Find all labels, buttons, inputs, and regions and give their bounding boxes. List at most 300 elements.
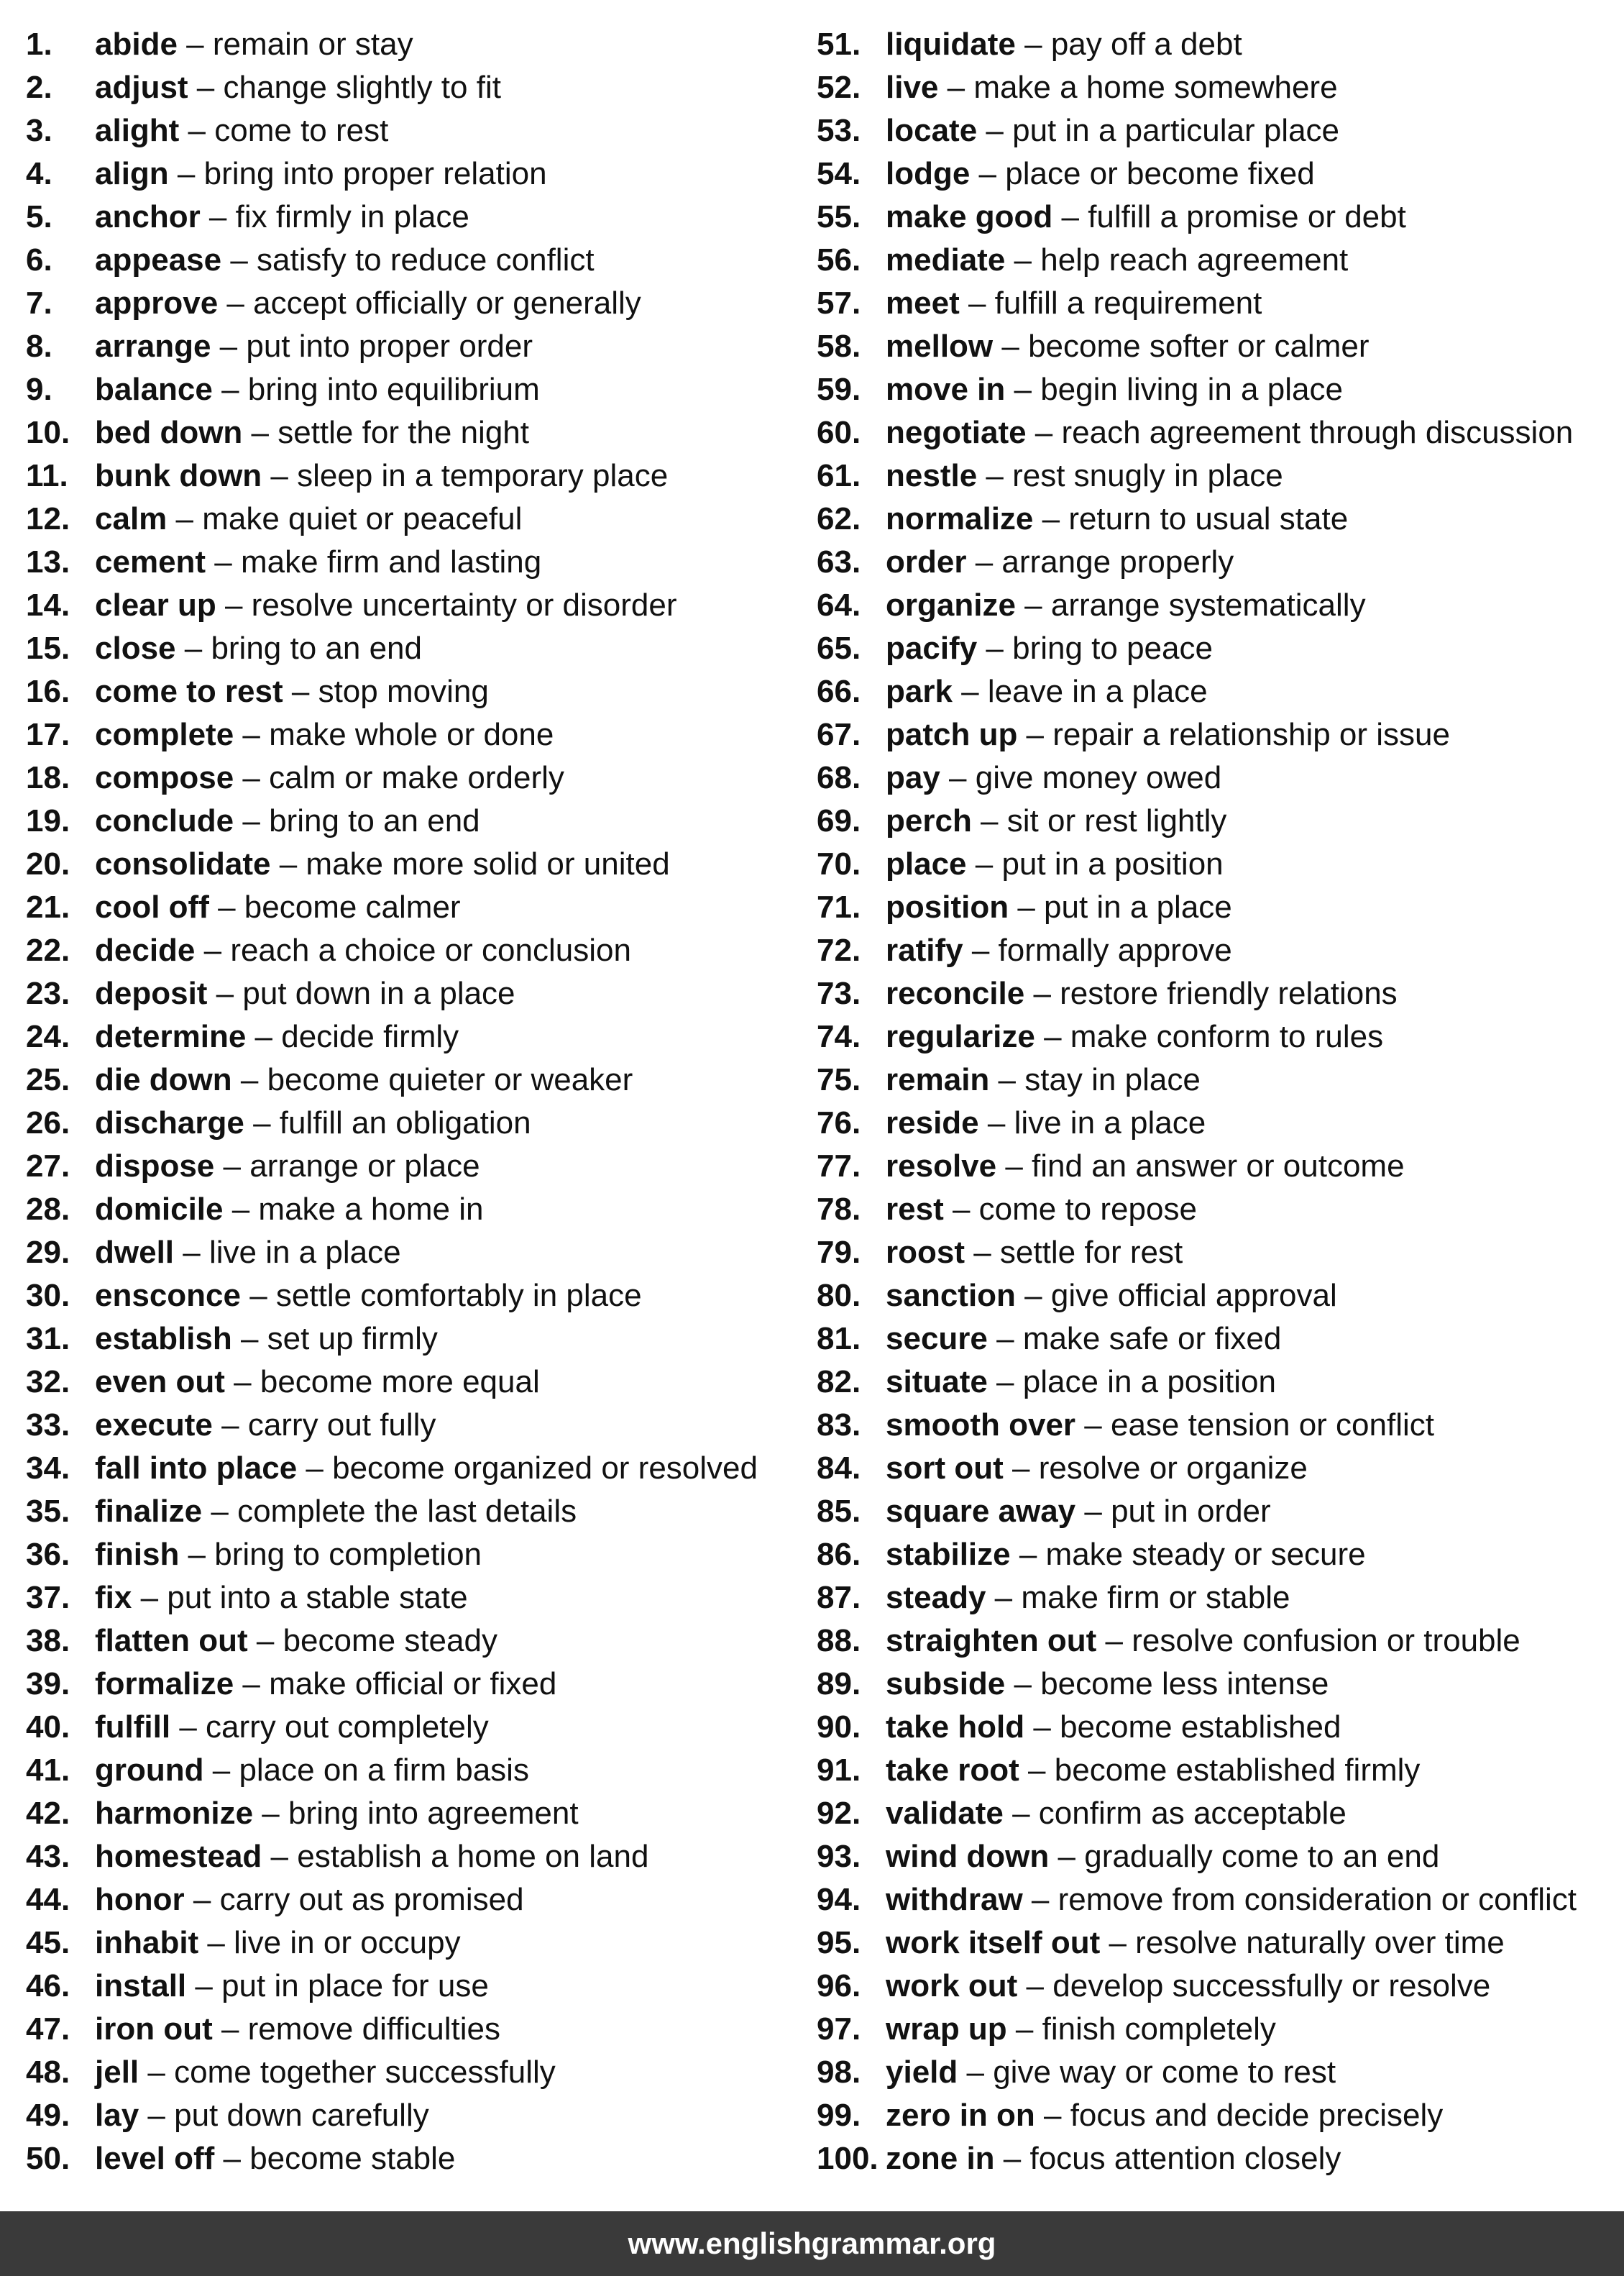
list-item-number: 53. (817, 113, 861, 148)
list-item-definition: fulfill a promise or debt (1088, 199, 1406, 234)
list-item-dash: – (959, 285, 995, 321)
list-item-text (95, 1102, 531, 1145)
list-item-number: 86. (817, 1537, 861, 1572)
list-item-definition: make safe or fixed (1022, 1321, 1282, 1356)
list-item-definition: put in place for use (221, 1968, 489, 2003)
list-item-number: 98. (817, 2055, 861, 2090)
list-item-text (886, 23, 1242, 66)
list-item-definition: restore friendly relations (1060, 976, 1398, 1011)
list-item-word: wind down (886, 1839, 1050, 1874)
list-item-text (95, 1835, 648, 1878)
list-item-text (95, 1447, 758, 1490)
list-item-word: approve (95, 285, 219, 321)
list-item-definition: bring into equilibrium (247, 372, 540, 407)
list-item-text (886, 1188, 1197, 1231)
list-item-word: normalize (886, 501, 1034, 536)
list-item-number: 99. (817, 2098, 861, 2133)
list-item-word: validate (886, 1796, 1004, 1831)
list-item-dash: – (175, 631, 211, 666)
word-list (0, 23, 1624, 2179)
list-item-number: 8. (26, 329, 52, 364)
list-item-text (886, 2137, 1341, 2180)
list-item-text (886, 1102, 1206, 1145)
list-item-dash: – (1075, 1494, 1111, 1529)
list-item-definition: decide firmly (281, 1019, 459, 1054)
list-item-definition: fulfill an obligation (279, 1105, 531, 1141)
list-item-text (95, 929, 631, 972)
list-item-definition: complete the last details (237, 1494, 577, 1529)
list-item-number: 100. (817, 2141, 878, 2176)
list-item-text (886, 325, 1369, 368)
list-item-word: patch up (886, 717, 1018, 752)
list-item-definition: leave in a place (987, 674, 1208, 709)
list-item-text (886, 1145, 1405, 1188)
list-item-definition: come to rest (214, 113, 389, 148)
list-item-dash: – (186, 1968, 222, 2003)
list-item-number: 27. (26, 1148, 70, 1184)
list-item-definition: become more equal (260, 1364, 540, 1399)
list-item-word: execute (95, 1407, 213, 1443)
list-item-number: 67. (817, 717, 861, 752)
list-item-number: 32. (26, 1364, 70, 1399)
list-item-text (95, 23, 413, 66)
list-item-number: 71. (817, 890, 861, 925)
list-item-word: formalize (95, 1666, 234, 1701)
list-item-word: remain (886, 1062, 990, 1097)
list-item-word: meet (886, 285, 960, 321)
list-item-text (95, 2008, 500, 2051)
list-item-dash: – (212, 372, 248, 407)
list-item-text (886, 800, 1226, 843)
list-item-definition: carry out completely (206, 1709, 489, 1745)
list-item-dash: – (253, 1796, 288, 1831)
list-item-dash: – (1017, 1968, 1053, 2003)
list-item-definition: bring to peace (1012, 631, 1213, 666)
list-item-word: roost (886, 1235, 965, 1270)
list-item-number: 61. (817, 458, 861, 493)
list-item-dash: – (195, 933, 231, 968)
list-item-word: alight (95, 113, 180, 148)
list-item-dash: – (1052, 199, 1088, 234)
list-item-dash: – (963, 933, 999, 968)
list-item-word: ensconce (95, 1278, 241, 1313)
list-item-word: zero in on (886, 2098, 1035, 2133)
list-item-word: balance (95, 372, 213, 407)
list-item-number: 80. (817, 1278, 861, 1313)
list-item-dash: – (1003, 1450, 1039, 1486)
list-item-definition: bring to an end (211, 631, 422, 666)
list-item-definition: place in a position (1022, 1364, 1276, 1399)
list-item-word: work itself out (886, 1925, 1101, 1960)
list-item-definition: live in or occupy (234, 1925, 461, 1960)
list-item-definition: settle comfortably in place (275, 1278, 642, 1313)
list-item-word: locate (886, 113, 978, 148)
list-item-word: complete (95, 717, 234, 752)
list-item-text (886, 196, 1406, 239)
list-item-text (886, 1965, 1490, 2008)
list-item-dash: – (940, 760, 976, 795)
list-item-dash: – (1049, 1839, 1085, 1874)
list-item-word: level off (95, 2141, 215, 2176)
list-item-word: flatten out (95, 1623, 248, 1658)
list-item-word: straighten out (886, 1623, 1097, 1658)
list-item-dash: – (206, 544, 241, 580)
list-item-text (95, 196, 469, 239)
list-item-word: square away (886, 1494, 1076, 1529)
list-item-word: make good (886, 199, 1053, 234)
list-item-number: 66. (817, 674, 861, 709)
list-item-number: 85. (817, 1494, 861, 1529)
list-item-text (886, 1015, 1383, 1059)
list-item-dash: – (958, 2055, 994, 2090)
list-item-number: 40. (26, 1709, 70, 1745)
list-item-word: install (95, 1968, 187, 2003)
list-item-text (95, 1361, 540, 1404)
list-item-word: deposit (95, 976, 208, 1011)
list-item-word: inhabit (95, 1925, 199, 1960)
list-item-word: honor (95, 1882, 185, 1917)
list-item-word: harmonize (95, 1796, 254, 1831)
list-item-number: 60. (817, 415, 861, 450)
list-item-definition: become organized or resolved (332, 1450, 758, 1486)
list-item-number: 17. (26, 717, 70, 752)
list-item-number: 70. (817, 846, 861, 882)
list-item-definition: make firm and lasting (241, 544, 542, 580)
list-item-definition: remove from consideration or conflict (1058, 1882, 1577, 1917)
list-item-text (886, 2051, 1336, 2094)
list-item-word: dwell (95, 1235, 175, 1270)
list-item-number: 92. (817, 1796, 861, 1831)
list-item-text (95, 2051, 556, 2094)
list-item-text (95, 498, 522, 541)
list-item-definition: formally approve (998, 933, 1232, 968)
list-item-text (886, 454, 1283, 498)
list-item-word: dispose (95, 1148, 215, 1184)
list-item-word: live (886, 70, 939, 105)
list-item-number: 3. (26, 113, 52, 148)
list-item-number: 29. (26, 1235, 70, 1270)
list-item-text (886, 1361, 1276, 1404)
list-item-text (886, 2008, 1276, 2051)
list-item-number: 25. (26, 1062, 70, 1097)
list-item-dash: – (938, 70, 974, 105)
list-item-word: cool off (95, 890, 209, 925)
list-item-text (95, 1317, 438, 1361)
list-item-number: 65. (817, 631, 861, 666)
list-item-number: 50. (26, 2141, 70, 2176)
list-item-dash: – (989, 1062, 1025, 1097)
list-item-word: situate (886, 1364, 988, 1399)
list-item-dash: – (207, 976, 243, 1011)
list-item-dash: – (216, 588, 252, 623)
list-item-word: resolve (886, 1148, 997, 1184)
list-item-word: bed down (95, 415, 243, 450)
list-item-text (886, 1835, 1439, 1878)
list-item-number: 51. (817, 27, 861, 62)
list-item-definition: fix firmly in place (235, 199, 469, 234)
list-item-word: align (95, 156, 169, 191)
list-item-word: jell (95, 2055, 139, 2090)
list-item-dash: – (1096, 1623, 1132, 1658)
list-item-word: organize (886, 588, 1016, 623)
list-item-definition: remove difficulties (247, 2011, 500, 2047)
list-item-number: 83. (817, 1407, 861, 1443)
list-item-text (886, 1749, 1420, 1792)
list-item-number: 15. (26, 631, 70, 666)
list-item-number: 10. (26, 415, 70, 450)
list-item-dash: – (1015, 588, 1051, 623)
list-item-dash: – (952, 674, 988, 709)
list-item-definition: help reach agreement (1040, 242, 1349, 278)
list-item-definition: become established (1060, 1709, 1341, 1745)
list-item-dash: – (179, 113, 215, 148)
list-item-number: 49. (26, 2098, 70, 2133)
list-item-dash: – (966, 846, 1002, 882)
list-item-word: domicile (95, 1192, 224, 1227)
list-item-dash: – (218, 285, 254, 321)
list-item-definition: become calmer (244, 890, 461, 925)
list-item-dash: – (244, 1105, 280, 1141)
list-item-dash: – (1015, 27, 1051, 62)
list-item-text (886, 886, 1232, 929)
list-item-text (886, 1619, 1520, 1663)
list-item-text (95, 1188, 483, 1231)
list-item-text (95, 1404, 436, 1447)
list-item-word: finish (95, 1537, 180, 1572)
list-item-definition: reach a choice or conclusion (230, 933, 631, 968)
list-item-dash: – (977, 113, 1013, 148)
list-item-text (886, 627, 1213, 670)
list-item-text (886, 109, 1339, 152)
list-item-word: withdraw (886, 1882, 1023, 1917)
list-item-text (95, 1274, 642, 1317)
list-item-dash: – (184, 1882, 220, 1917)
list-item-number: 47. (26, 2011, 70, 2047)
list-item-dash: – (179, 1537, 215, 1572)
list-item-definition: resolve or organize (1038, 1450, 1308, 1486)
list-item-text (886, 1490, 1271, 1533)
list-item-number: 24. (26, 1019, 70, 1054)
list-item-dash: – (1033, 501, 1069, 536)
list-item-number: 64. (817, 588, 861, 623)
footer-bar (0, 2211, 1624, 2276)
list-item-number: 81. (817, 1321, 861, 1356)
list-item-text (95, 670, 489, 713)
list-item-dash: – (1010, 1537, 1046, 1572)
list-item-dash: – (214, 2141, 250, 2176)
list-item-text (886, 972, 1398, 1015)
list-item-number: 6. (26, 242, 52, 278)
list-item-dash: – (1019, 1752, 1055, 1788)
list-item-definition: return to usual state (1068, 501, 1349, 536)
list-item-dash: – (1009, 890, 1045, 925)
list-item-word: rest (886, 1192, 944, 1227)
list-item-number: 46. (26, 1968, 70, 2003)
list-item-word: reconcile (886, 976, 1025, 1011)
list-item-definition: make official or fixed (269, 1666, 557, 1701)
list-item-number: 42. (26, 1796, 70, 1831)
list-item-definition: arrange or place (249, 1148, 480, 1184)
list-item-number: 5. (26, 199, 52, 234)
list-item-word: close (95, 631, 176, 666)
list-item-number: 91. (817, 1752, 861, 1788)
list-item-definition: resolve naturally over time (1135, 1925, 1505, 1960)
list-item-text (95, 1663, 556, 1706)
list-item-definition: stop moving (318, 674, 489, 709)
list-item-word: take root (886, 1752, 1019, 1788)
list-item-definition: make more solid or united (306, 846, 670, 882)
list-item-text (886, 929, 1232, 972)
list-item-text (886, 1404, 1434, 1447)
list-item-definition: make steady or secure (1045, 1537, 1366, 1572)
list-item-number: 35. (26, 1494, 70, 1529)
list-item-text (886, 1792, 1347, 1835)
list-item-dash: – (234, 1666, 270, 1701)
list-item-dash: – (971, 803, 1007, 838)
list-item-word: consolidate (95, 846, 271, 882)
list-item-text (886, 1706, 1341, 1749)
list-item-definition: calm or make orderly (269, 760, 564, 795)
list-item-number: 55. (817, 199, 861, 234)
list-item-dash: – (208, 890, 244, 925)
list-item-definition: make quiet or peaceful (202, 501, 523, 536)
list-item-word: even out (95, 1364, 225, 1399)
list-item-text (95, 1792, 579, 1835)
list-item-number: 95. (817, 1925, 861, 1960)
list-item-word: work out (886, 1968, 1018, 2003)
list-item-definition: pay off a debt (1050, 27, 1242, 62)
list-item-text (95, 886, 461, 929)
list-item-dash: – (1015, 1278, 1051, 1313)
list-item-definition: make a home in (258, 1192, 484, 1227)
list-item-dash: – (993, 329, 1029, 364)
list-item-text (95, 2137, 455, 2180)
list-item-definition: put in a place (1044, 890, 1232, 925)
list-item-definition: make conform to rules (1070, 1019, 1384, 1054)
list-item-dash: – (977, 631, 1013, 666)
list-item-dash: – (986, 1580, 1022, 1615)
list-item-dash: – (234, 717, 270, 752)
list-item-definition: sit or rest lightly (1006, 803, 1227, 838)
list-item-definition: put down carefully (174, 2098, 429, 2133)
footer-site-url[interactable]: www.englishgrammar.org (628, 2226, 996, 2260)
list-item-number: 96. (817, 1968, 861, 2003)
list-item-definition: make a home somewhere (973, 70, 1338, 105)
list-item-text (886, 584, 1366, 627)
list-item-dash: – (231, 1062, 267, 1097)
list-item-text (95, 1878, 524, 1921)
list-item-text (886, 757, 1221, 800)
list-item-text (95, 411, 529, 454)
list-item-dash: – (198, 1925, 234, 1960)
list-item-dash: – (977, 458, 1013, 493)
list-item-dash: – (167, 501, 203, 536)
list-item-definition: give way or come to rest (993, 2055, 1336, 2090)
list-item-definition: put down in a place (242, 976, 515, 1011)
list-item-definition: arrange properly (1001, 544, 1234, 580)
list-item-text (95, 1145, 480, 1188)
list-item-number: 22. (26, 933, 70, 968)
list-item-text (886, 1317, 1281, 1361)
list-item-dash: – (965, 1235, 1000, 1270)
list-item-word: cement (95, 544, 206, 580)
list-item-number: 13. (26, 544, 70, 580)
list-item-number: 68. (817, 760, 861, 795)
list-item-dash: – (223, 1192, 259, 1227)
list-item-text (886, 1231, 1183, 1274)
list-item-number: 58. (817, 329, 861, 364)
list-item-word: mellow (886, 329, 994, 364)
list-item-word: establish (95, 1321, 232, 1356)
list-item-text (95, 1706, 489, 1749)
list-item-definition: bring to an end (269, 803, 480, 838)
list-item-definition: make whole or done (269, 717, 554, 752)
list-item-text (95, 800, 480, 843)
list-item-definition: become stable (249, 2141, 456, 2176)
list-item-text (886, 1921, 1505, 1965)
list-item-definition: develop successfully or resolve (1052, 1968, 1491, 2003)
list-item-definition: focus and decide precisely (1070, 2098, 1444, 2133)
list-item-definition: become softer or calmer (1028, 329, 1370, 364)
list-item-word: arrange (95, 329, 211, 364)
list-item-dash: – (943, 1192, 979, 1227)
list-item-text (95, 2094, 429, 2137)
list-item-dash: – (994, 2141, 1030, 2176)
list-item-definition: bring into agreement (288, 1796, 579, 1831)
list-item-number: 43. (26, 1839, 70, 1874)
list-item-dash: – (1075, 1407, 1111, 1443)
list-item-number: 63. (817, 544, 861, 580)
list-item-number: 75. (817, 1062, 861, 1097)
list-item-word: position (886, 890, 1009, 925)
list-item-definition: arrange systematically (1050, 588, 1366, 623)
list-item-word: anchor (95, 199, 201, 234)
list-item-number: 23. (26, 976, 70, 1011)
list-item-number: 20. (26, 846, 70, 882)
list-item-definition: accept officially or generally (253, 285, 641, 321)
list-item-word: fulfill (95, 1709, 171, 1745)
list-item-word: conclude (95, 803, 234, 838)
list-item-word: fix (95, 1580, 132, 1615)
list-item-word: fall into place (95, 1450, 298, 1486)
list-item-number: 78. (817, 1192, 861, 1227)
list-item-dash: – (234, 803, 270, 838)
list-item-word: mediate (886, 242, 1006, 278)
list-item-dash: – (1035, 2098, 1070, 2133)
list-item-number: 36. (26, 1537, 70, 1572)
list-item-number: 62. (817, 501, 861, 536)
list-item-text (886, 66, 1338, 109)
list-item-text (886, 670, 1208, 713)
list-item-number: 48. (26, 2055, 70, 2090)
list-item-definition: give official approval (1050, 1278, 1337, 1313)
list-item-definition: live in a place (1014, 1105, 1206, 1141)
list-item-number: 21. (26, 890, 70, 925)
list-item-definition: set up firmly (267, 1321, 438, 1356)
list-item-text (95, 1490, 577, 1533)
list-item-number: 2. (26, 70, 52, 105)
list-item-text (886, 713, 1450, 757)
list-item-definition: put in a particular place (1012, 113, 1340, 148)
list-item-number: 38. (26, 1623, 70, 1658)
list-item-number: 18. (26, 760, 70, 795)
list-item-dash: – (188, 70, 224, 105)
list-item-definition: stay in place (1024, 1062, 1201, 1097)
list-item-text (95, 1059, 633, 1102)
list-item-number: 9. (26, 372, 52, 407)
list-item-word: appease (95, 242, 222, 278)
list-item-number: 39. (26, 1666, 70, 1701)
